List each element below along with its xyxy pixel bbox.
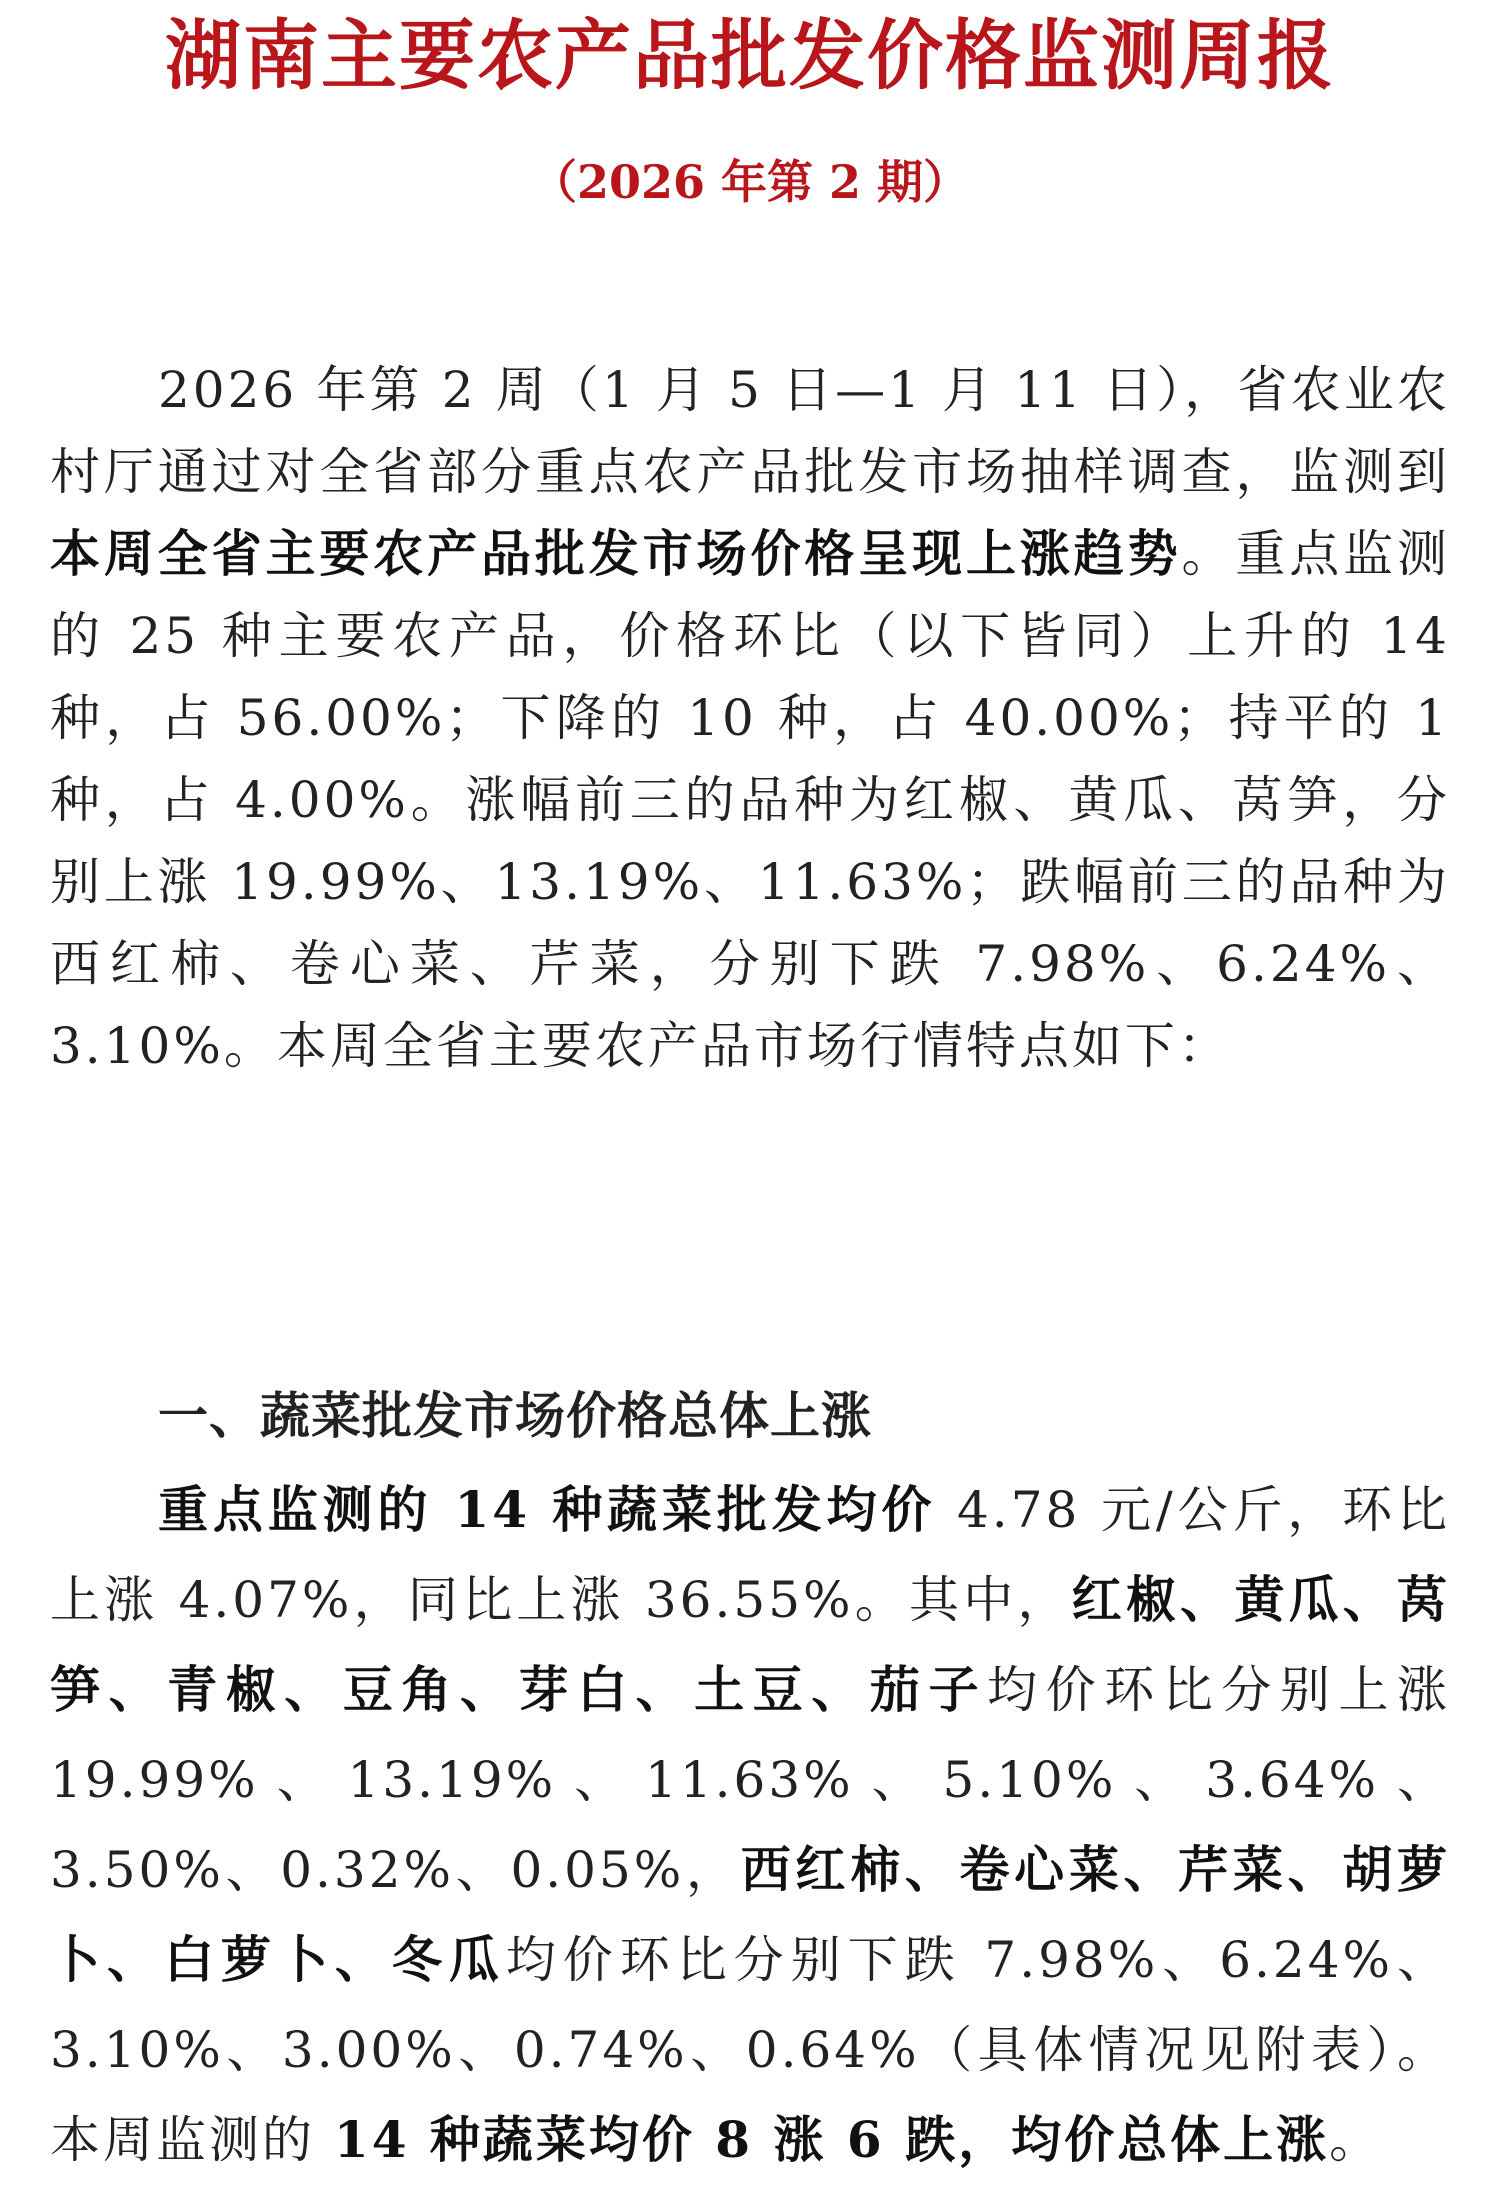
section-text-1: 4.78 元/公斤，环比上涨 4.07%，同比上涨 36.55%。其中， (50, 1481, 1450, 1629)
intro-emphasis: 本周全省主要农产品批发市场价格呈现上涨趋势 (50, 524, 1182, 583)
report-title: 湖南主要农产品批发价格监测周报 (165, 11, 1335, 100)
section-paragraph (50, 1465, 1450, 2185)
section-emphasis-4: 14 种蔬菜均价 8 涨 6 跌，均价总体上涨 (333, 2110, 1330, 2169)
section-text-3: 均价环比分别下跌 7.98%、6.24%、3.10%、3.00%、0.74%、0.64%（具体情况见附表）。本周监测的 (50, 1931, 1451, 2169)
intro-text-2: 。重点监测的 25 种主要农产品，价格环比（以下皆同）上升的 14 种，占 56.00%；下降的 10 种，占 40.00%；持平的 1 种，占 4.00%。涨幅前三的品种为红椒、黄瓜、莴笋，分别上涨 19.99%、13.19%、11.63%；跌幅前三的品种为西红柿、卷心菜、芹菜，分别下跌 7.98%、6.24%、3.10%。本周全省主要农产品市场行情特点如下： (50, 525, 1451, 1075)
section-text-4: 。 (1329, 2111, 1383, 2169)
section-heading: 一、蔬菜批发市场价格总体上涨 (158, 1387, 872, 1445)
intro-paragraph (50, 349, 1450, 1087)
section-emphasis-1: 重点监测的 14 种蔬菜批发均价 (158, 1480, 937, 1539)
section-emphasis-2: 红椒、黄瓜、莴笋、青椒、豆角、芽白、土豆、茄子 (50, 1570, 1451, 1719)
intro-text-1: 2026 年第 2 周（1 月 5 日—1 月 11 日），省农业农村厅通过对全省部分重点农产品批发市场抽样调查，监测到 (50, 361, 1450, 501)
section-emphasis-3: 西红柿、卷心菜、芹菜、胡萝卜、白萝卜、冬瓜 (50, 1840, 1451, 1989)
section-text-2: 均价环比分别上涨 19.99%、13.19%、11.63%、5.10%、3.64%、3.50%、0.32%、0.05%， (50, 1661, 1451, 1899)
issue-number: （2026 年第 2 期） (530, 155, 970, 209)
